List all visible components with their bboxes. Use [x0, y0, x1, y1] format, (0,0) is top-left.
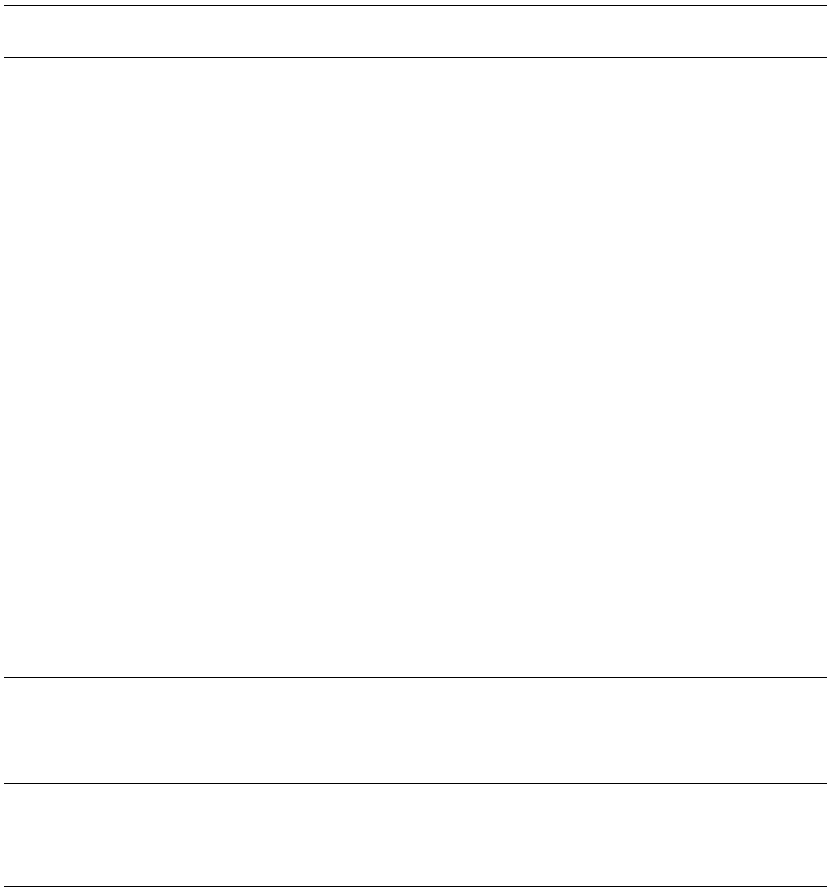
- chow-top-rule: [4, 677, 827, 678]
- header-rule: [4, 57, 827, 58]
- top-rule: [4, 5, 827, 6]
- chow-bottom-rule: [4, 783, 827, 784]
- bottom-rule: [4, 886, 827, 887]
